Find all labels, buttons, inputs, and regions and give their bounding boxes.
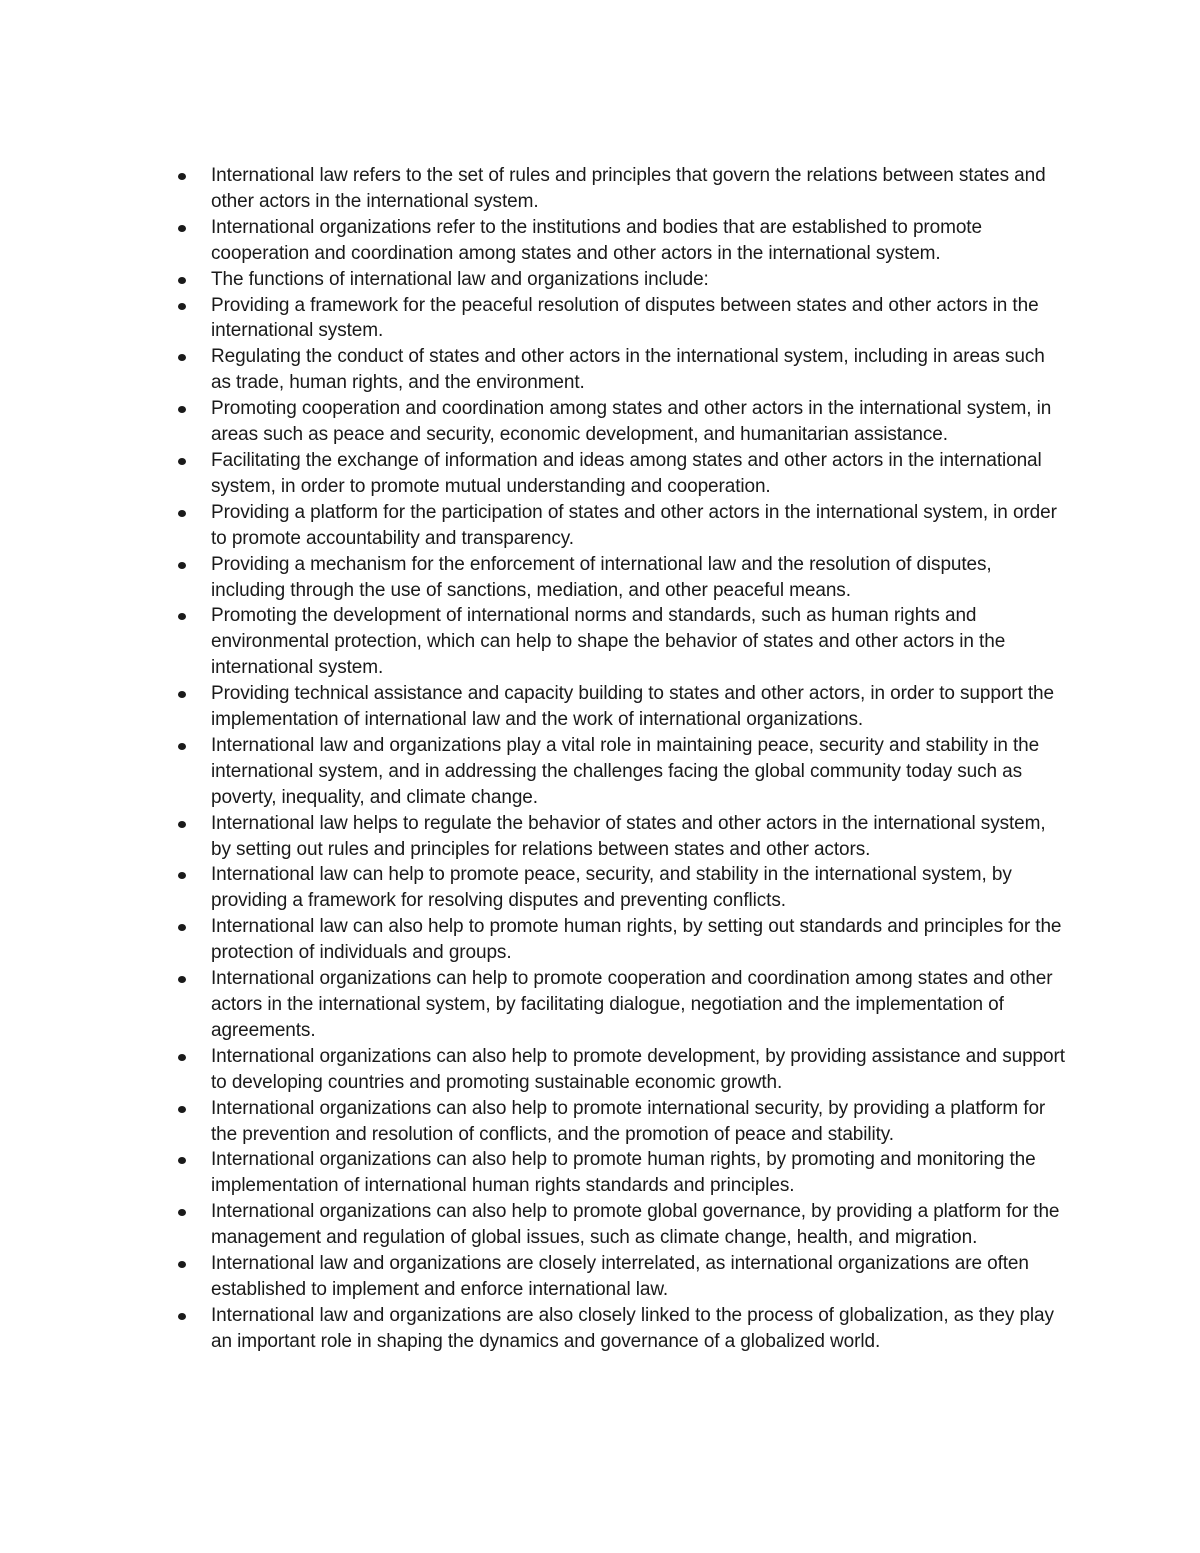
list-item — [168, 293, 1068, 345]
list-item — [168, 1303, 1068, 1355]
list-item — [168, 681, 1068, 733]
bullet-text: International law and organizations are closely interrelated, as international organizations are often established to implement and enforce international law. — [211, 1253, 1029, 1300]
bullet-dot-icon — [178, 510, 186, 517]
bullet-text: International law refers to the set of rules and principles that govern the relations between states and other actors in the international system. — [211, 165, 1046, 212]
bullet-dot-icon — [178, 303, 186, 310]
bullet-text: Promoting the development of international norms and standards, such as human rights and environmental protection, which can help to shape the behavior of states and other actors in the international system. — [211, 605, 1006, 679]
list-item — [168, 733, 1068, 811]
bullet-text: Facilitating the exchange of information and ideas among states and other actors in the international system, in order to promote mutual understanding and cooperation. — [211, 449, 1042, 497]
bullet-dot-icon — [178, 743, 186, 750]
bullet-dot-icon — [178, 976, 186, 983]
bullet-dot-icon — [178, 872, 186, 879]
bullet-dot-icon — [178, 562, 186, 569]
bullet-dot-icon — [178, 1054, 186, 1061]
bullet-text: International law and organizations are also closely linked to the process of globalization, as they play an important role in shaping the dynamics and governance of a globalized world. — [211, 1304, 1054, 1352]
list-item — [168, 811, 1068, 863]
bullet-text: International organizations can also help to promote global governance, by providing a platform for the management and regulation of global issues, such as climate change, health, and migration. — [211, 1201, 1060, 1249]
bullet-dot-icon — [178, 924, 186, 931]
bullet-text: Providing a framework for the peaceful resolution of disputes between states and other actors in the international system. — [211, 294, 1039, 342]
bullet-dot-icon — [178, 691, 186, 698]
bullet-text: International law can also help to promote human rights, by setting out standards and principles for the protection of individuals and groups. — [211, 916, 1062, 964]
list-item — [168, 215, 1068, 267]
list-item — [168, 552, 1068, 604]
bullet-dot-icon — [178, 1313, 186, 1320]
list-item — [168, 448, 1068, 500]
bullet-dot-icon — [178, 613, 186, 620]
list-item — [168, 1096, 1068, 1148]
bullet-text: Providing a platform for the participation of states and other actors in the international system, in order to promote accountability and transparency. — [211, 501, 1057, 549]
bullet-dot-icon — [178, 173, 186, 180]
bullet-dot-icon — [178, 354, 186, 361]
bullet-dot-icon — [178, 1209, 186, 1216]
bullet-text: International organizations can help to promote cooperation and coordination among states and other actors in the international system, by facilitating dialogue, negotiation and the implementation of agreements. — [211, 968, 1053, 1041]
bullet-text: International organizations refer to the institutions and bodies that are established to promote cooperation and coordination among states and other actors in the international system. — [211, 216, 982, 264]
list-item — [168, 500, 1068, 552]
bullet-dot-icon — [178, 406, 186, 413]
bullet-dot-icon — [178, 821, 186, 828]
list-item — [168, 966, 1068, 1044]
bullet-dot-icon — [178, 1157, 186, 1164]
bullet-dot-icon — [178, 1106, 186, 1113]
list-item — [168, 1147, 1068, 1199]
list-item — [168, 1251, 1068, 1303]
bullet-text: Providing technical assistance and capacity building to states and other actors, in order to support the implementation of international law and the work of international organizations. — [211, 683, 1054, 731]
bullet-text: Regulating the conduct of states and other actors in the international system, including in areas such as trade, human rights, and the environment. — [211, 346, 1045, 394]
bullet-text: Providing a mechanism for the enforcement of international law and the resolution of disputes, including through the use of sanctions, mediation, and other peaceful means. — [211, 553, 992, 601]
list-item — [168, 396, 1068, 448]
bullet-text: International organizations can also help to promote international security, by providing a platform for the prevention and resolution of conflicts, and the promotion of peace and stability. — [211, 1097, 1046, 1145]
list-item — [168, 862, 1068, 914]
bullet-dot-icon — [178, 458, 186, 465]
bullet-text: International organizations can also help to promote human rights, by promoting and monitoring the implementation of international human rights standards and principles. — [211, 1149, 1036, 1197]
bullet-text: International law can help to promote peace, security, and stability in the international system, by providing a framework for resolving disputes and preventing conflicts. — [211, 864, 1012, 912]
bullet-dot-icon — [178, 277, 186, 284]
bullet-text: The functions of international law and organizations include: — [211, 268, 709, 290]
list-item — [168, 1199, 1068, 1251]
list-item — [168, 344, 1068, 396]
list-item — [168, 603, 1068, 681]
bullet-dot-icon — [178, 1261, 186, 1268]
bullet-text: International law helps to regulate the behavior of states and other actors in the international system, by setting out rules and principles for relations between states and other actors. — [211, 812, 1046, 860]
list-item — [168, 1044, 1068, 1096]
list-item — [168, 163, 1068, 215]
bullet-text: International law and organizations play a vital role in maintaining peace, security and stability in the international system, and in addressing the challenges facing the global community today such as poverty, inequality, and climate change. — [211, 734, 1040, 808]
list-item — [168, 267, 1068, 293]
bullet-dot-icon — [178, 225, 186, 232]
bullet-list — [168, 163, 1068, 1355]
bullet-text: Promoting cooperation and coordination among states and other actors in the international system, in areas such as peace and security, economic development, and humanitarian assistance. — [211, 398, 1052, 446]
bullet-text: International organizations can also help to promote development, by providing assistance and support to developing countries and promoting sustainable economic growth. — [211, 1045, 1065, 1093]
list-item — [168, 914, 1068, 966]
